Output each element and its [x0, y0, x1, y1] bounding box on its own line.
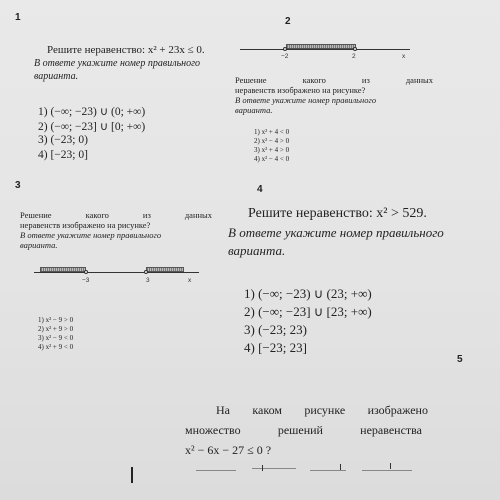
q4-instruction-line2: варианта.: [228, 243, 286, 258]
q2-prompt-line2: неравенств изображено на рисунке?: [235, 85, 366, 95]
q3-shaded-left-ray: [40, 267, 86, 272]
q1-option-4: 4) [−23; 0]: [38, 149, 88, 161]
q3-instruction-line1: В ответе укажите номер правильного: [20, 230, 162, 240]
q2-label-right: 2: [352, 53, 356, 60]
q1-option-1: 1) (−∞; −23) ∪ (0; +∞): [38, 106, 146, 118]
q2-point-right: [353, 47, 357, 51]
section-number-5: 5: [457, 354, 463, 365]
q2-instruction-line1: В ответе укажите номер правильного: [235, 95, 377, 105]
q3-option-3: 3) x² − 9 < 0: [38, 334, 74, 342]
q5-line1-word-4: изображено: [367, 403, 428, 417]
q4-option-2: 2) (−∞; −23] ∪ [23; +∞): [244, 304, 372, 319]
q5-figure-line-4: [362, 470, 412, 471]
q5-figure-tick-3: [390, 463, 391, 469]
q2-prompt-word-4: данных: [405, 75, 433, 85]
q2-instruction-line2: варианта.: [235, 105, 273, 115]
q3-point-left: [84, 270, 88, 274]
q3-prompt-line1: [20, 210, 212, 220]
q2-option-2: 2) x² − 4 > 0: [254, 137, 290, 145]
q2-prompt-line1: [235, 75, 433, 85]
q5-figure-line-2: [252, 468, 296, 469]
q3-shaded-right-ray: [146, 267, 184, 272]
q5-figure-line-3: [310, 470, 346, 471]
q4-option-3: 3) (−23; 23): [244, 322, 307, 337]
q3-point-right: [144, 270, 148, 274]
q2-option-4: 4) x² − 4 < 0: [254, 155, 290, 163]
q5-line1-word-1: На: [216, 403, 230, 417]
section-number-4: 4: [257, 184, 263, 195]
q2-prompt-word-3: из: [361, 75, 370, 85]
q2-label-left: −2: [281, 53, 289, 60]
section-number-2: 2: [285, 16, 291, 27]
q5-line1-word-3: рисунке: [304, 403, 346, 417]
q4-option-1: 1) (−∞; −23) ∪ (23; +∞): [244, 286, 372, 301]
q3-prompt-line2: неравенств изображено на рисунке?: [20, 220, 151, 230]
q3-option-2: 2) x² + 9 > 0: [38, 325, 74, 333]
q3-instruction-line2: варианта.: [20, 240, 58, 250]
q5-figure-tick-2: [340, 464, 341, 470]
q2-point-left: [283, 47, 287, 51]
q5-line3: x² − 6x − 27 ≤ 0 ?: [185, 443, 272, 457]
text-cursor: [131, 467, 133, 483]
q5-line2: [185, 423, 422, 438]
q3-label-x: x: [188, 277, 192, 284]
q1-instruction-line2: варианта.: [34, 71, 79, 82]
q5-figure-tick-1: [262, 465, 263, 471]
q1-option-3: 3) (−23; 0): [38, 134, 88, 146]
q1-option-2: 2) (−∞; −23] ∪ [0; +∞): [38, 121, 146, 133]
q4-instruction-line1: В ответе укажите номер правильного: [228, 225, 444, 240]
q2-shaded-interval: [286, 44, 356, 49]
q2-prompt-word-2: какого: [302, 75, 326, 85]
q5-line1: [216, 403, 428, 418]
q5-figure-line-1: [196, 470, 236, 471]
q5-line2-word-2: решений: [277, 423, 323, 437]
q3-option-4: 4) x² + 9 < 0: [38, 343, 74, 351]
q2-prompt-word-1: Решение: [235, 75, 267, 85]
q3-axis: [34, 272, 199, 273]
q3-prompt-word-3: из: [142, 210, 151, 220]
q4-option-4: 4) [−23; 23]: [244, 340, 307, 355]
q5-line1-word-2: каком: [252, 403, 282, 417]
q2-axis: [240, 49, 410, 50]
q3-prompt-word-2: какого: [85, 210, 109, 220]
section-number-1: 1: [15, 12, 21, 23]
q2-label-x: x: [402, 53, 406, 60]
q3-label-right: 3: [146, 277, 150, 284]
q5-line2-word-3: неравенства: [360, 423, 422, 437]
q3-option-1: 1) x² − 9 > 0: [38, 316, 74, 324]
q2-option-3: 3) x² + 4 > 0: [254, 146, 290, 154]
q4-title: Решите неравенство: x² > 529.: [248, 206, 427, 221]
q3-prompt-word-4: данных: [184, 210, 212, 220]
q5-line2-word-1: множество: [185, 423, 241, 437]
q3-prompt-word-1: Решение: [20, 210, 52, 220]
section-number-3: 3: [15, 180, 21, 191]
q3-label-left: −3: [82, 277, 90, 284]
q1-instruction-line1: В ответе укажите номер правильного: [34, 58, 200, 69]
q1-title: Решите неравенство: x² + 23x ≤ 0.: [47, 44, 205, 56]
q2-option-1: 1) x² + 4 < 0: [254, 128, 290, 136]
